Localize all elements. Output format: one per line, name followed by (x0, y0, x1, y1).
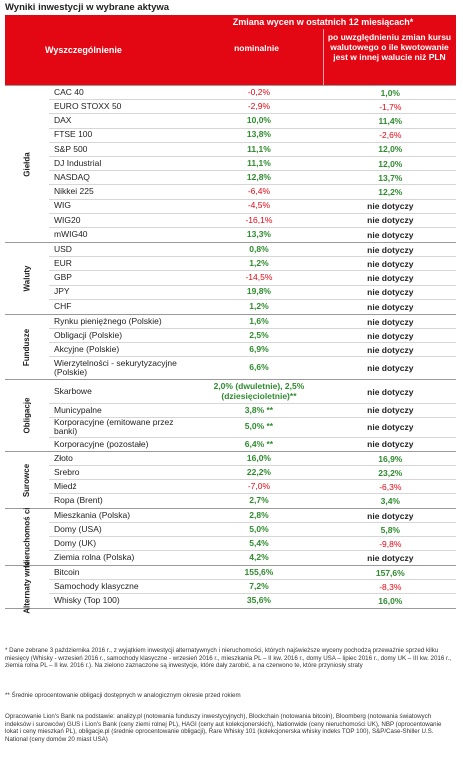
nominal-value: 7,2% (249, 580, 269, 591)
table-row (49, 480, 456, 494)
nominal-value: -14,5% (245, 272, 273, 283)
fx-adjusted-value: nie dotyczy (367, 405, 414, 416)
table-row (49, 143, 456, 157)
table-row (49, 286, 456, 300)
table-row (49, 228, 456, 242)
asset-name: Domy (UK) (54, 537, 97, 548)
nominal-value: 6,9% (249, 343, 269, 354)
table-row (49, 185, 456, 199)
table-row (49, 329, 456, 343)
nominal-value: 2,7% (249, 495, 269, 506)
nominal-value: 16,0% (246, 452, 271, 463)
asset-name: EURO STOXX 50 (54, 101, 122, 112)
fx-adjusted-value: 13,7% (378, 172, 403, 183)
asset-name: Korporacyjne (pozostałe) (54, 438, 149, 449)
nominal-value: 11,1% (247, 143, 271, 154)
table-row (49, 580, 456, 594)
table-row (49, 380, 456, 404)
group-3 (5, 379, 456, 451)
table-row (49, 494, 456, 508)
fx-adjusted-value: nie dotyczy (367, 215, 414, 226)
nominal-value: 19,8% (246, 286, 271, 297)
fx-adjusted-value: 11,4% (378, 115, 403, 126)
asset-name: WIG (54, 200, 71, 211)
group-label (5, 315, 49, 379)
group-label (5, 380, 49, 451)
group-1 (5, 242, 456, 314)
nominal-value: 0,8% (249, 243, 269, 254)
table-row (49, 271, 456, 285)
nominal-value: -0,2% (247, 86, 271, 97)
nominal-value: 3,8% ** (244, 404, 274, 415)
nominal-value: -6,4% (247, 186, 271, 197)
nominal-value: -16,1% (245, 214, 273, 225)
nominal-value: 5,4% (249, 537, 269, 548)
fx-adjusted-value: 157,6% (375, 567, 405, 578)
nominal-value: 2,0% (dwuletnie), 2,5% (dziesięcioletnie)** (213, 381, 305, 401)
fx-adjusted-value: nie dotyczy (367, 386, 414, 397)
group-4 (5, 451, 456, 508)
nominal-value: 1,2% (249, 301, 269, 312)
table-header (5, 15, 456, 85)
table-row (49, 551, 456, 565)
table-row (49, 214, 456, 228)
fx-adjusted-value: -6,3% (379, 481, 402, 492)
table-row (49, 452, 456, 466)
header-col-item: Wyszczególnienie (45, 45, 122, 55)
fx-adjusted-value: nie dotyczy (367, 287, 414, 298)
fx-adjusted-value: -1,7% (379, 101, 402, 112)
table-row (49, 418, 456, 438)
asset-name: Wierzytelności - sekurytyzacyjne (Polskie) (54, 357, 177, 377)
header-col-fx: po uwzględnieniu zmian kursu walutowego o ile kwotowanie jest w innej walucie niż PLN (327, 32, 452, 62)
fx-adjusted-value: 16,0% (378, 596, 403, 606)
fx-adjusted-value: nie dotyczy (367, 201, 414, 212)
nominal-value: 1,6% (249, 315, 269, 326)
fx-adjusted-value: 1,0% (380, 87, 400, 98)
fx-adjusted-value: 3,4% (380, 496, 400, 506)
table-row (49, 300, 456, 314)
fx-adjusted-value: 12,0% (378, 144, 403, 155)
group-label-text: Waluty (22, 265, 32, 292)
table-row (49, 114, 456, 128)
table-row (49, 438, 456, 452)
table-row (49, 594, 456, 608)
fx-adjusted-value: 23,2% (378, 467, 403, 478)
asset-name: WIG20 (54, 214, 81, 225)
asset-name: Złoto (54, 452, 73, 463)
header-col-nominal: nominalnie (234, 43, 279, 53)
footnote-1: ** Średnie oprocentowanie obligacji dostępnych w analogicznym okresie przed rokiem (5, 692, 241, 699)
asset-name: Mieszkania (Polska) (54, 509, 131, 520)
fx-adjusted-value: 16,9% (378, 453, 403, 464)
table-row (49, 86, 456, 100)
nominal-value: 5,0% ** (244, 421, 274, 432)
fx-adjusted-value: nie dotyczy (367, 553, 414, 563)
nominal-value: 5,0% (249, 523, 269, 534)
asset-name: Miedź (54, 480, 77, 491)
fx-adjusted-value: nie dotyczy (367, 273, 414, 284)
table-bottom-border (5, 608, 456, 609)
table-row (49, 509, 456, 523)
nominal-value: 11,1% (247, 157, 271, 168)
asset-name: Ropa (Brent) (54, 495, 103, 506)
asset-name: Srebro (54, 466, 80, 477)
fx-adjusted-value: nie dotyczy (367, 301, 414, 312)
asset-name: USD (54, 243, 72, 254)
group-label (5, 560, 49, 614)
fx-adjusted-value: 5,8% (380, 524, 400, 535)
fx-adjusted-value: nie dotyczy (367, 316, 414, 327)
asset-name: CAC 40 (54, 86, 84, 97)
nominal-value: -4,5% (247, 200, 271, 211)
fx-adjusted-value: -8,3% (379, 581, 402, 592)
table-row (49, 171, 456, 185)
fx-adjusted-value: nie dotyczy (367, 244, 414, 255)
asset-name: mWIG40 (54, 229, 88, 240)
asset-name: Korporacyjne (emitowane przez banki) (54, 416, 174, 436)
nominal-value: 4,2% (249, 552, 269, 563)
asset-name: Akcyjne (Polskie) (54, 343, 120, 354)
nominal-value: -7,0% (247, 480, 271, 491)
group-label-text: Nieruchomoś ci (22, 506, 32, 568)
asset-name: CHF (54, 301, 72, 312)
group-label-text: Surowce (22, 463, 32, 497)
asset-name: Skarbowe (54, 385, 92, 396)
nominal-value: 2,5% (249, 329, 269, 340)
table-row (49, 523, 456, 537)
footnote-2: Opracowanie Lion's Bank na podstawie: analizy.pl (notowania funduszy inwestycyjnych), Blockchain (notowania bitcoin), Bloomberg (notowania światowych indeksów i surowców) GUS i Lion's Bank (ceny ziemi rolnej PL), HAGI (ceny aut kolekcjonerskich), Nationwide (ceny nieruchomości UK), NBP (oprocentowanie lokat i ceny mieszkań PL), obligacje.pl (średnie oprocentowanie obligacji), Rare Whisky 101 (kolekcjonerska whisky indeks TOP 100), S&P/Case-Shiller U.S. National (ceny domów 20 miast USA) (5, 713, 442, 743)
asset-name: Samochody klasyczne (54, 580, 139, 591)
table-row (49, 243, 456, 257)
table-row (49, 343, 456, 357)
fx-adjusted-value: nie dotyczy (367, 229, 414, 240)
nominal-value: 22,2% (246, 466, 271, 477)
asset-name: GBP (54, 272, 72, 283)
nominal-value: 13,8% (246, 129, 271, 140)
table-row (49, 157, 456, 171)
nominal-value: 6,4% ** (244, 438, 274, 449)
asset-name: Bitcoin (54, 566, 80, 577)
table-row (49, 357, 456, 379)
group-label-text: Fundusze (22, 328, 32, 366)
group-5 (5, 506, 456, 568)
table-row (49, 537, 456, 551)
fx-adjusted-value: nie dotyczy (367, 258, 414, 269)
group-label (5, 452, 49, 508)
asset-name: S&P 500 (54, 143, 88, 154)
nominal-value: 10,0% (246, 115, 271, 126)
asset-name: Rynku pieniężnego (Polskie) (54, 315, 162, 326)
nominal-value: 2,8% (249, 509, 269, 520)
page-title: Wyniki inwestycji w wybrane aktywa (5, 2, 170, 13)
asset-name: Domy (USA) (54, 523, 102, 534)
group-label (5, 86, 49, 242)
fx-adjusted-value: nie dotyczy (367, 330, 414, 341)
group-label-text: Alternaty wne (22, 560, 32, 614)
fx-adjusted-value: nie dotyczy (367, 344, 414, 355)
fx-adjusted-value: 12,2% (378, 186, 403, 197)
fx-adjusted-value: nie dotyczy (367, 510, 414, 521)
table-row (49, 466, 456, 480)
group-2 (5, 314, 456, 379)
asset-name: Whisky (Top 100) (54, 595, 120, 606)
table-row (49, 129, 456, 143)
table-row (49, 404, 456, 418)
asset-name: DJ Industrial (54, 157, 102, 168)
nominal-value: 12,8% (246, 171, 271, 182)
asset-name: NASDAQ (54, 171, 90, 182)
fx-adjusted-value: 12,0% (378, 158, 403, 169)
header-group-change: Zmiana wycen w ostatnich 12 miesiącach* (232, 17, 414, 27)
nominal-value: -2,9% (247, 101, 271, 112)
nominal-value: 1,2% (249, 258, 269, 269)
group-label-text: Giełda (22, 151, 32, 177)
footnote-0: * Dane zebrane 3 października 2016 r., z wyjątkiem inwestycji alternatywnych i nieruchomości, których najświeższe wyceny pochodzą przeważnie sprzed kilku miesięcy (Whisky - wrzesień 2016 r., samochody klasyczne - wrzesień 2016 r., mieszkania PL – II kw. 2016 r., domy USA – lipiec 2016 r., domy UK – III kw. 2016 r., ziemia rolna PL – II kw. 2016 r.). Na zielono zaznaczone są inwestycje, które dały zarobić, a na czerwono te, które przyniosły straty (5, 647, 452, 670)
fx-adjusted-value: nie dotyczy (367, 363, 414, 373)
asset-name: JPY (54, 286, 70, 297)
asset-name: DAX (54, 115, 72, 126)
group-label-text: Obligacje (22, 397, 32, 434)
asset-name: Nikkei 225 (54, 186, 94, 197)
group-label (5, 506, 49, 568)
results-table (5, 85, 456, 614)
group-label (5, 243, 49, 314)
table-row (49, 100, 456, 114)
fx-adjusted-value: -2,6% (379, 130, 402, 141)
asset-name: Ziemia rolna (Polska) (54, 552, 135, 563)
fx-adjusted-value: nie dotyczy (367, 422, 414, 432)
asset-name: EUR (54, 258, 72, 269)
asset-name: Obligacji (Polskie) (54, 329, 123, 340)
group-6 (5, 560, 456, 614)
table-row (49, 566, 456, 580)
nominal-value: 6,6% (249, 362, 269, 373)
nominal-value: 13,3% (246, 229, 271, 240)
asset-name: FTSE 100 (54, 129, 93, 140)
nominal-value: 155,6% (244, 566, 274, 577)
fx-adjusted-value: nie dotyczy (367, 439, 414, 450)
fx-adjusted-value: -9,8% (379, 538, 402, 549)
group-0 (5, 85, 456, 242)
table-row (49, 200, 456, 214)
table-row (49, 315, 456, 329)
nominal-value: 35,6% (246, 595, 271, 606)
table-row (49, 257, 456, 271)
asset-name: Municypalne (54, 404, 102, 415)
